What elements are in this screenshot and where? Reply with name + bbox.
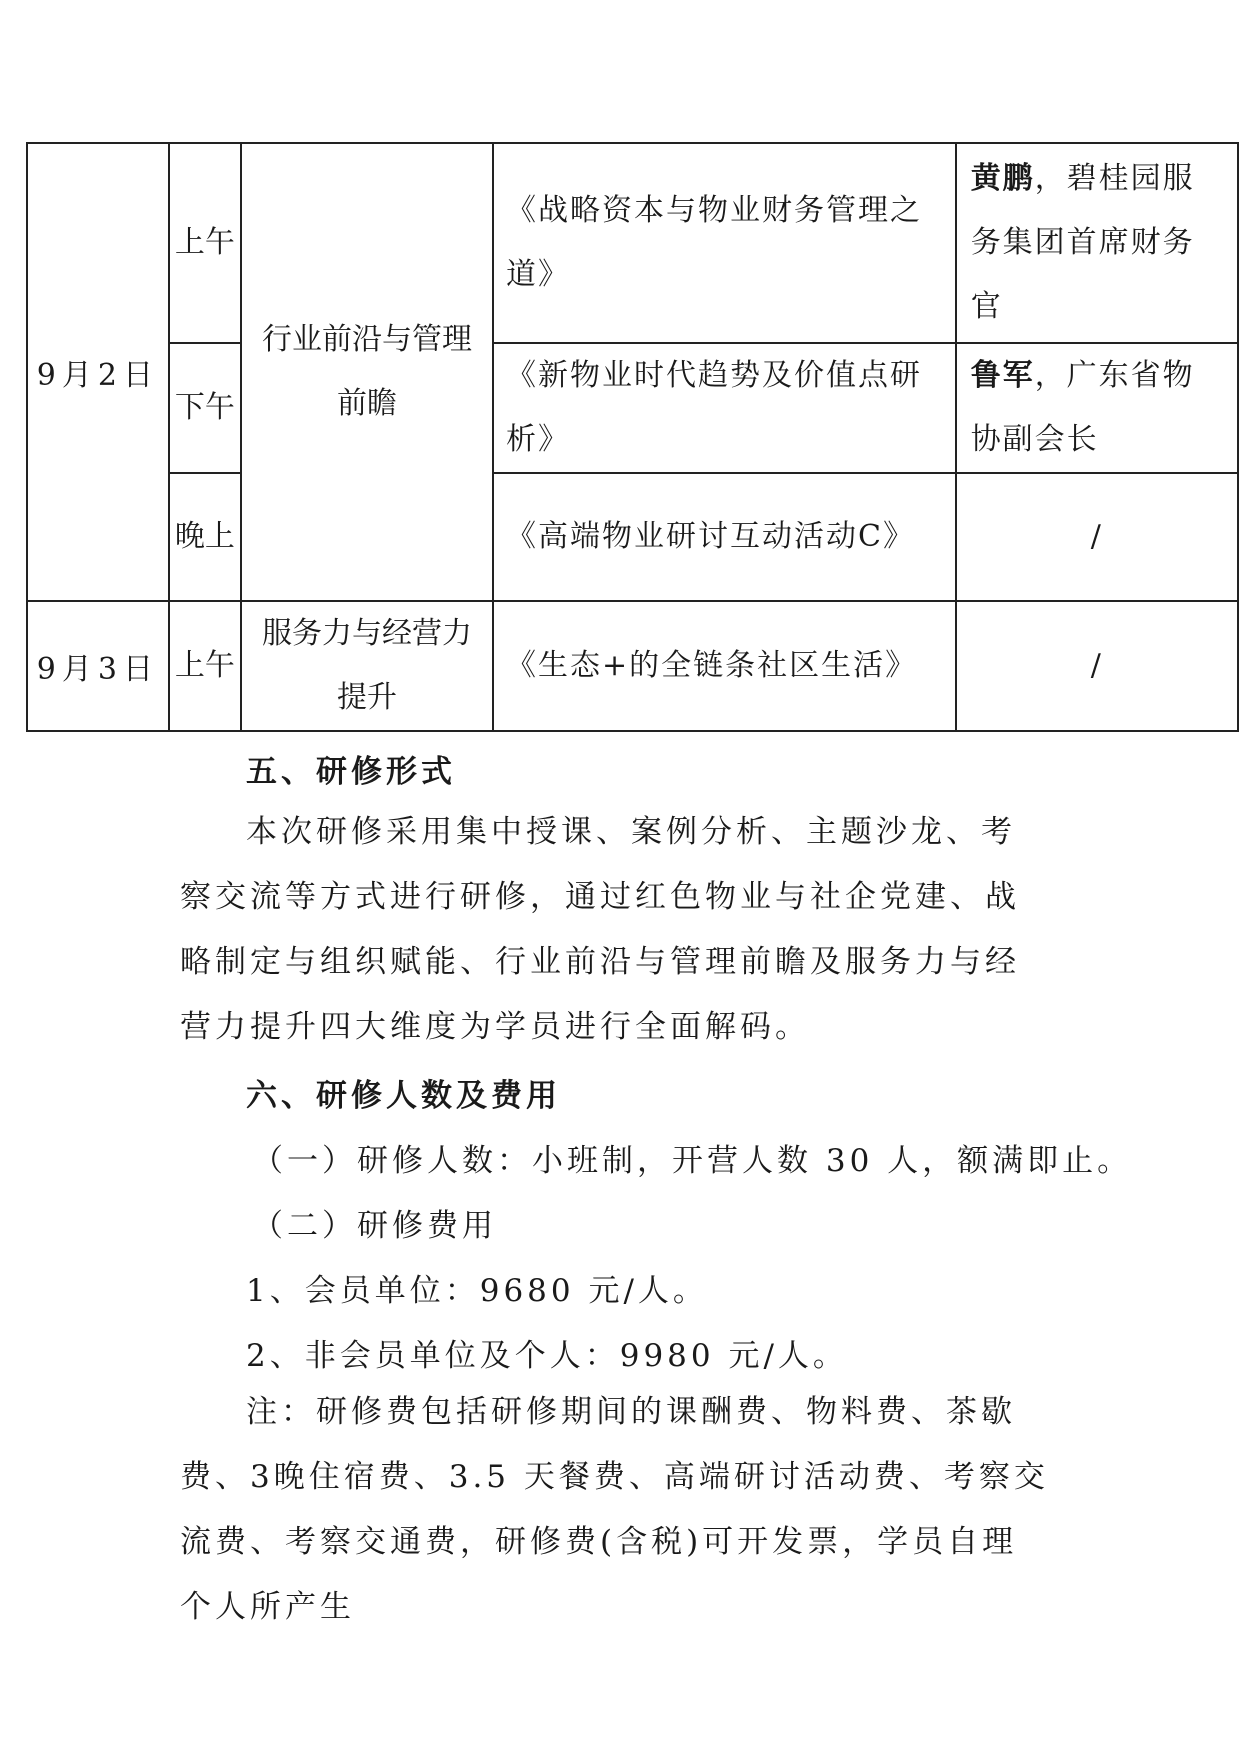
- time-slot-cell: 上午: [169, 143, 241, 343]
- nonmember-fee-line: 2、非会员单位及个人：9980 元/人。: [246, 1338, 848, 1374]
- speaker-title: ，碧桂园服务集团首席财务官: [970, 161, 1195, 324]
- speaker-title: /: [1090, 648, 1103, 683]
- participants-line: （一）研修人数：小班制，开营人数 30 人，额满即止。: [252, 1143, 1133, 1179]
- note-paragraph: [180, 1380, 1050, 1640]
- speaker-cell: [956, 601, 1238, 731]
- time-slot-cell: 上午: [169, 601, 241, 731]
- speaker-title: /: [1090, 519, 1103, 554]
- section-paragraph: [180, 800, 1050, 1060]
- speaker-cell: [956, 143, 1238, 343]
- speaker-cell: [956, 343, 1238, 473]
- table-row: [27, 601, 1238, 731]
- schedule-table: [26, 142, 1239, 732]
- speaker-name: 鲁军: [970, 358, 1035, 393]
- table-row: [27, 143, 1238, 343]
- speaker-name: 黄鹏: [970, 161, 1035, 196]
- topic-cell: 《新物业时代趋势及价值点研析》: [493, 343, 956, 473]
- topic-cell: 《战略资本与物业财务管理之道》: [493, 143, 956, 343]
- topic-cell: 《生态+的全链条社区生活》: [493, 601, 956, 731]
- table-row: [27, 343, 1238, 473]
- module-cell: 服务力与经营力提升: [241, 601, 493, 731]
- table-row: [27, 473, 1238, 601]
- section-heading: 六、研修人数及费用: [246, 1078, 561, 1114]
- time-slot-cell: 下午: [169, 343, 241, 473]
- topic-cell: 《高端物业研讨互动活动C》: [493, 473, 956, 601]
- speaker-cell: [956, 473, 1238, 601]
- section-heading: 五、研修形式: [246, 754, 456, 790]
- date-cell: 9月2日: [27, 143, 169, 601]
- fee-subheading: （二）研修费用: [252, 1208, 497, 1244]
- paragraph-text: 本次研修采用集中授课、案例分析、主题沙龙、考察交流等方式进行研修，通过红色物业与社企党建、战略制定与组织赋能、行业前沿与管理前瞻及服务力与经营力提升四大维度为学员进行全面解码。: [180, 814, 1020, 1045]
- speaker-title: ，广东省物协副会长: [970, 358, 1195, 457]
- module-cell: 行业前沿与管理前瞻: [241, 143, 493, 601]
- member-fee-line: 1、会员单位：9680 元/人。: [246, 1273, 708, 1309]
- note-text: 注：研修费包括研修期间的课酬费、物料费、茶歇费、3晚住宿费、3.5 天餐费、高端研讨活动费、考察交流费、考察交通费，研修费(含税)可开发票，学员自理个人所产生: [180, 1394, 1049, 1625]
- date-cell: 9月3日: [27, 601, 169, 731]
- time-slot-cell: 晚上: [169, 473, 241, 601]
